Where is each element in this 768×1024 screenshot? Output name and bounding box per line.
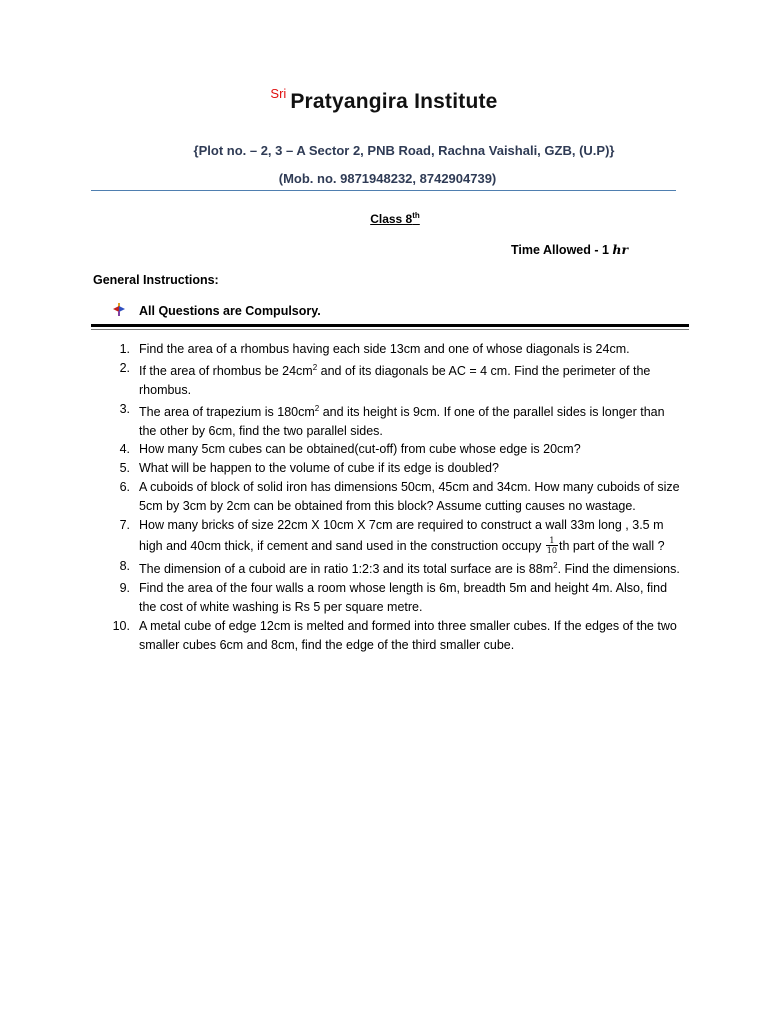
question-text: The area of trapezium is $180cm^2$ and its height is 9cm. If one of the parallel sides is longer than the other by 6cm, find the two parallel sides. (139, 403, 665, 438)
question-item (100, 440, 680, 459)
question-text: Find the area of the four walls a room whose length is 6m, breadth 5m and height 4m. Also, find the cost of white washing is Rs 5 per square metre. (139, 581, 668, 615)
title-prefix: Sri (270, 86, 287, 101)
question-item (100, 515, 680, 557)
section-divider-thick (91, 324, 689, 327)
mobile-line: (Mob. no. 9871948232, 8742904739) (278, 171, 497, 186)
question-number: 7. (119, 518, 130, 533)
time-label: Time Allowed - 1 (511, 243, 613, 257)
section-divider-thin (91, 329, 689, 330)
question-text: The dimension of a cuboid are in ratio 1:2:3 and its total surface are is $88m^2$. Find the dimensions. (139, 561, 680, 577)
question-item (100, 400, 680, 441)
instruction-item: All Questions are Compulsory. (139, 304, 321, 318)
question-item (100, 359, 680, 400)
question-item (100, 478, 680, 516)
header-divider (91, 190, 676, 191)
question-item (100, 459, 680, 478)
question-text: How many 5cm cubes can be obtained(cut-off) from cube whose edge is 20cm? (139, 442, 581, 457)
class-text: Class 8 (370, 212, 413, 226)
class-label (0, 211, 768, 226)
arrow-bullet-icon (113, 303, 125, 316)
question-text: A metal cube of edge 12cm is melted and formed into three smaller cubes. If the edges of the two smaller cubes 6cm and 8cm, find the edge of the third smaller cube. (139, 619, 677, 652)
question-number: 3. (119, 401, 130, 416)
question-text: How many bricks of size 22cm X 10cm X 7cm are required to construct a wall 33m long , 3.5 m high and 40cm thick, if cement and sand used in the construction occupy $\frac{1}{10}$ th part of the wall ? (139, 518, 665, 555)
question-item (100, 617, 680, 655)
question-number: 9. (119, 581, 130, 596)
question-item (100, 340, 680, 359)
instructions-heading: General Instructions: (93, 273, 219, 287)
address-line: {Plot no. – 2, 3 – A Sector 2, PNB Road, Rachna Vaishali, GZB, (U.P)} (193, 143, 615, 158)
question-text: Find the area of a rhombus having each side 13cm and one of whose diagonals is 24cm. (139, 342, 630, 356)
time-unit: hr (612, 242, 629, 257)
question-number: 4. (119, 442, 130, 457)
institute-heading (0, 86, 768, 114)
page-title: Pratyangira Institute (290, 90, 498, 113)
question-number: 10. (112, 619, 130, 634)
fraction: $\frac{1}{10}$ (546, 535, 557, 555)
question-text: If the area of rhombus be $24cm^2$ and of its diagonals be AC = 4 cm. Find the perimeter of the rhombus. (139, 362, 651, 397)
question-number: 8. (119, 559, 130, 574)
question-text: What will be happen to the volume of cube if its edge is doubled? (139, 461, 499, 476)
question-number: 5. (119, 461, 130, 476)
question-text: A cuboids of block of solid iron has dimensions 50cm, 45cm and 34cm. How many cuboids of size 5cm by 3cm by 2cm can be obtained from this block? Assume cutting causes no wastage. (139, 479, 680, 513)
question-number: 1. (119, 342, 130, 356)
question-number: 2. (119, 360, 130, 375)
question-number: 6. (119, 479, 130, 494)
question-item (100, 579, 680, 617)
class-sup: th (412, 211, 420, 220)
time-allowed (511, 242, 628, 257)
question-list (100, 340, 680, 655)
question-item (100, 557, 680, 579)
